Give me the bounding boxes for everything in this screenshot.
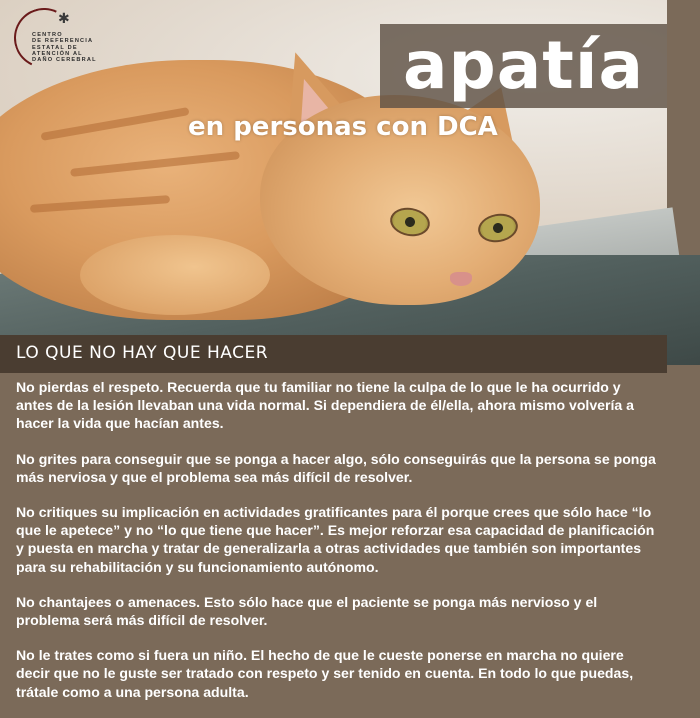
page-subtitle: en personas con DCA xyxy=(188,112,498,142)
logo-line: ESTATAL DE xyxy=(32,44,78,51)
advice-paragraph: No critiques su implicación en actividades gratificantes para él porque crees que sólo hace “lo que le apetece” y no “lo que tiene que hacer”. Es mejor reforzar esa capacidad de planificación y puesta en marcha y tratar de generalizarla a otras actividades que también son importantes para su rehabilitación y su funcionamiento autónomo. xyxy=(16,504,655,575)
logo-line: DE REFERENCIA xyxy=(32,38,94,45)
cat-paw xyxy=(80,235,270,315)
page-title: apatía xyxy=(402,27,645,104)
logo-line: DAÑO CEREBRAL xyxy=(32,57,97,64)
logo-line: CENTRO xyxy=(32,32,63,38)
logo-line: ATENCIÓN AL xyxy=(32,50,83,57)
advice-paragraph: No chantajees o amenaces. Esto sólo hace que el paciente se ponga más nervioso y el problema será más difícil de resolver. xyxy=(16,593,598,629)
advice-paragraph: No grites para conseguir que se ponga a hacer algo, sólo conseguirás que la persona se ponga más nerviosa y que el problema sea más difícil de resolver. xyxy=(16,450,656,485)
advice-paragraph: No pierdas el respeto. Recuerda que tu familiar no tiene la culpa de lo que le ha ocurrido y antes de la lesión llevaban una vida normal. Si dependiera de él/ella, ahora mismo volvería a hacer la vida que hacían antes. xyxy=(16,379,635,432)
cat-nose xyxy=(450,272,472,286)
ceadac-logo xyxy=(14,8,134,68)
section-title: LO QUE NO HAY QUE HACER xyxy=(16,343,269,363)
advice-list xyxy=(16,378,661,718)
logo-star-icon: ✱ xyxy=(58,10,70,26)
advice-paragraph: No le trates como si fuera un niño. El hecho de que le cueste ponerse en marcha no quiere decir que no le guste ser tratado con respeto y ser tenido en cuenta. En todo lo que puedas, trátale como a una persona adulta. xyxy=(16,647,634,700)
logo-text xyxy=(32,32,122,63)
